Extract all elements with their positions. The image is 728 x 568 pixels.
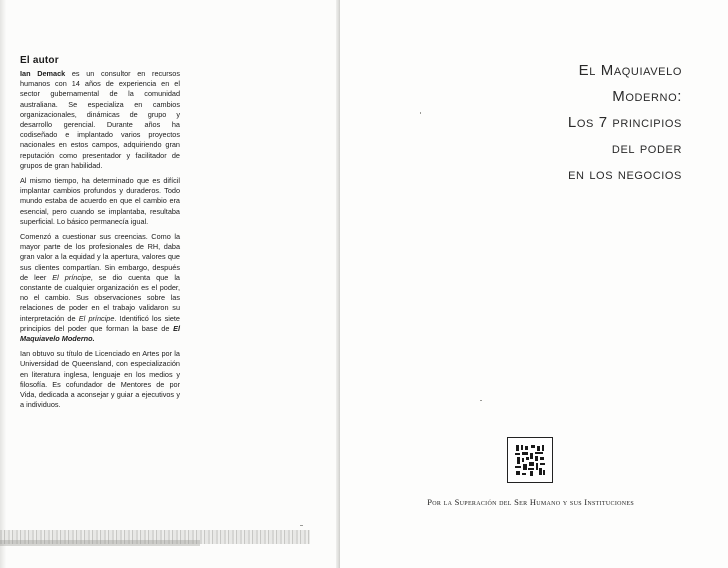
author-name: Ian Demack <box>20 69 66 78</box>
scan-speck <box>300 525 303 526</box>
scan-speck <box>420 112 421 114</box>
bio-paragraph-1: Ian Demack es un consultor en recursos humanos con 14 años de experiencia en el sector gubernamental de la comunidad australiana. Se especializa en cambios organizacionales, dinámicas de grupo y desarrollo gerencial. Durante años ha codiseñado e implantado varios proyectos nacionales en estos campos, adquiriendo gran reputación como presentador y facilitador de grupos de gran habilidad. <box>20 69 181 170</box>
title-line-3: Los 7 principios <box>567 114 682 131</box>
bio-paragraph-2: Al mismo tiempo, ha determinado que es difícil implantar cambios profundos y duraderos. Todo mundo estaba de acuerdo en que el cambio era esencial, pero cuando se implantaba, resultaba superficial. Lo básico permanecía igual. <box>20 176 180 226</box>
scan-speck <box>480 400 482 401</box>
author-bio <box>20 55 180 416</box>
publisher-logo-icon <box>507 437 553 483</box>
title-line-2: Moderno: <box>612 88 682 105</box>
book-title-ref: El príncipe <box>78 313 115 323</box>
left-page <box>0 0 340 568</box>
title-line-5: en los negocios <box>568 166 682 183</box>
scan-artifact <box>0 540 200 546</box>
title-line-4: del poder <box>611 140 682 157</box>
author-heading: El autor <box>20 55 59 66</box>
book-title-ref: El príncipe <box>52 272 91 282</box>
bio-paragraph-4: Ian obtuvo su título de Licenciado en Artes por la Universidad de Queensland, con especialización en literatura inglesa, lenguaje en los medios y filosofía. Es cofundador de Mentores de por Vida, dedicada a aconsejar y guiar a ejecutivos y a individuos. <box>20 349 180 410</box>
title-line-1: El Maquiavelo <box>578 62 682 79</box>
book-title-ref: El Maquiavelo Moderno. <box>20 323 180 344</box>
bio-paragraph-3: Comenzó a cuestionar sus creencias. Como la mayor parte de los profesionales de RH, daba gran valor a la equidad y la apertura, valores que sus clientes compartían. Sin embargo, después de leer El príncipe, se dio cuenta que la constante de cualquier organización es el poder, no el cambio. Sus observaciones sobre las relaciones de poder en el trabajo validaron su interpretación de El príncipe. Identificó los siete principios del poder que forman la base de El Maquiavelo Moderno. <box>20 232 180 344</box>
book-title <box>422 58 682 188</box>
publisher-tagline: Por la Superación del Ser Humano y sus Instituciones <box>427 497 634 507</box>
page-edge-shadow <box>0 0 6 568</box>
